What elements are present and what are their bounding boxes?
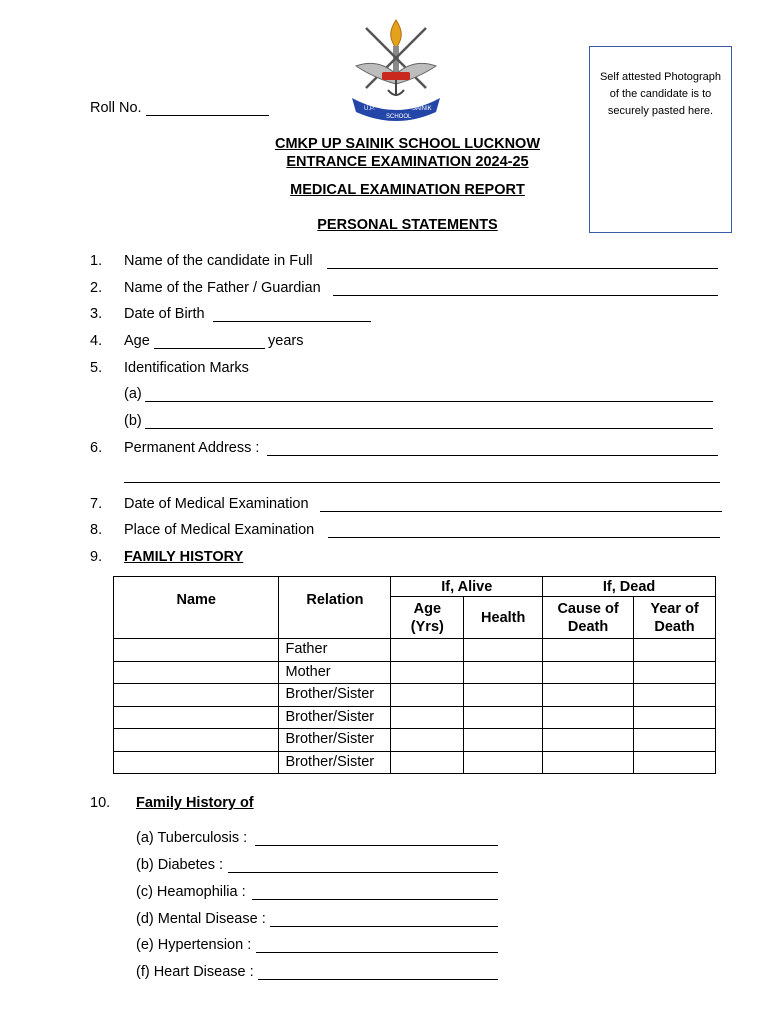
table-cell-year[interactable] xyxy=(634,706,716,729)
family-history-table xyxy=(113,576,716,774)
table-cell-age[interactable] xyxy=(391,729,464,752)
table-cell-health[interactable] xyxy=(464,684,543,707)
identification-mark-a-label: (a) xyxy=(124,386,142,402)
diabetes-label: (b) Diabetes : xyxy=(136,857,224,873)
age-label: Age xyxy=(124,333,150,349)
table-cell-cause[interactable] xyxy=(543,661,634,684)
table-header-dead: If, Dead xyxy=(543,577,716,597)
table-header-year: Year of Death xyxy=(634,597,716,639)
table-cell-name[interactable] xyxy=(114,729,279,752)
tuberculosis-label: (a) Tuberculosis : xyxy=(136,830,248,846)
table-cell-name[interactable] xyxy=(114,639,279,662)
medical-exam-date-field[interactable] xyxy=(320,511,722,512)
candidate-name-label: Name of the candidate in Full xyxy=(124,253,313,269)
table-header-health: Health xyxy=(464,597,543,639)
table-cell-year[interactable] xyxy=(634,639,716,662)
age-unit-label: years xyxy=(268,333,304,349)
table-cell-relation: Brother/Sister xyxy=(279,684,391,707)
hypertension-field[interactable] xyxy=(256,952,498,953)
field-number: 7. xyxy=(90,496,103,512)
family-history-heading: FAMILY HISTORY xyxy=(124,549,244,565)
heart-disease-field[interactable] xyxy=(258,979,498,980)
table-cell-age[interactable] xyxy=(391,639,464,662)
table-cell-cause[interactable] xyxy=(543,639,634,662)
table-header-cause: Cause of Death xyxy=(543,597,634,639)
field-number: 9. xyxy=(90,549,103,565)
table-cell-relation: Brother/Sister xyxy=(279,729,391,752)
table-cell-name[interactable] xyxy=(114,706,279,729)
field-number: 5. xyxy=(90,360,103,376)
field-number: 2. xyxy=(90,280,103,296)
table-cell-health[interactable] xyxy=(464,729,543,752)
table-cell-cause[interactable] xyxy=(543,729,634,752)
table-cell-age[interactable] xyxy=(391,751,464,774)
table-row xyxy=(114,729,716,752)
mental-disease-label: (d) Mental Disease : xyxy=(136,911,266,927)
table-header-age: Age (Yrs) xyxy=(391,597,464,639)
medical-exam-date-label: Date of Medical Examination xyxy=(124,496,309,512)
roll-number-field[interactable] xyxy=(146,115,269,116)
table-cell-relation: Mother xyxy=(279,661,391,684)
tuberculosis-field[interactable] xyxy=(255,845,498,846)
medical-exam-place-field[interactable] xyxy=(328,537,720,538)
field-number: 10. xyxy=(90,795,111,811)
age-field[interactable] xyxy=(154,348,265,349)
family-history-of-heading: Family History of xyxy=(136,795,254,811)
table-header-relation: Relation xyxy=(279,577,391,639)
mental-disease-field[interactable] xyxy=(270,926,498,927)
emblem-text-bottom: SCHOOL xyxy=(386,114,412,120)
table-cell-year[interactable] xyxy=(634,684,716,707)
diabetes-field[interactable] xyxy=(228,872,498,873)
field-number: 4. xyxy=(90,333,103,349)
father-name-label: Name of the Father / Guardian xyxy=(124,280,321,296)
identification-mark-a-field[interactable] xyxy=(145,401,713,402)
table-row xyxy=(114,661,716,684)
table-cell-cause[interactable] xyxy=(543,706,634,729)
table-cell-age[interactable] xyxy=(391,661,464,684)
table-cell-year[interactable] xyxy=(634,661,716,684)
heamophilia-label: (c) Heamophilia : xyxy=(136,884,246,900)
photograph-box-text: Self attested Photograph of the candidate is to securely pasted here. xyxy=(599,71,722,117)
date-of-birth-field[interactable] xyxy=(213,321,371,322)
table-cell-health[interactable] xyxy=(464,706,543,729)
candidate-name-field[interactable] xyxy=(327,268,718,269)
table-cell-relation: Father xyxy=(279,639,391,662)
table-cell-year[interactable] xyxy=(634,751,716,774)
table-cell-health[interactable] xyxy=(464,639,543,662)
table-cell-name[interactable] xyxy=(114,751,279,774)
field-number: 8. xyxy=(90,522,103,538)
heamophilia-field[interactable] xyxy=(252,899,498,900)
table-cell-name[interactable] xyxy=(114,661,279,684)
table-row xyxy=(114,706,716,729)
section-title: PERSONAL STATEMENTS xyxy=(317,217,498,233)
school-emblem-logo xyxy=(348,18,444,126)
date-of-birth-label: Date of Birth xyxy=(124,306,205,322)
permanent-address-label: Permanent Address : xyxy=(124,440,260,456)
table-cell-year[interactable] xyxy=(634,729,716,752)
exam-title: ENTRANCE EXAMINATION 2024-25 xyxy=(286,154,529,170)
hypertension-label: (e) Hypertension : xyxy=(136,937,252,953)
table-header-alive: If, Alive xyxy=(391,577,543,597)
table-cell-age[interactable] xyxy=(391,706,464,729)
identification-mark-b-field[interactable] xyxy=(145,428,713,429)
identification-mark-b-label: (b) xyxy=(124,413,142,429)
table-row xyxy=(114,639,716,662)
table-row xyxy=(114,751,716,774)
field-number: 6. xyxy=(90,440,103,456)
table-row xyxy=(114,684,716,707)
field-number: 1. xyxy=(90,253,103,269)
table-cell-name[interactable] xyxy=(114,684,279,707)
table-cell-relation: Brother/Sister xyxy=(279,706,391,729)
field-number: 3. xyxy=(90,306,103,322)
report-title: MEDICAL EXAMINATION REPORT xyxy=(290,182,525,198)
table-cell-age[interactable] xyxy=(391,684,464,707)
permanent-address-field[interactable] xyxy=(267,455,718,456)
father-name-field[interactable] xyxy=(333,295,718,296)
table-cell-health[interactable] xyxy=(464,751,543,774)
table-header-name: Name xyxy=(114,577,279,639)
heart-disease-label: (f) Heart Disease : xyxy=(136,964,254,980)
table-cell-relation: Brother/Sister xyxy=(279,751,391,774)
identification-marks-label: Identification Marks xyxy=(124,360,249,376)
table-cell-cause[interactable] xyxy=(543,751,634,774)
permanent-address-field-line2[interactable] xyxy=(124,482,720,483)
table-cell-health[interactable] xyxy=(464,661,543,684)
roll-number-label: Roll No. xyxy=(90,100,142,116)
table-cell-cause[interactable] xyxy=(543,684,634,707)
emblem-text-right: SAINIK xyxy=(412,106,432,112)
emblem-text-left: U.P. xyxy=(364,106,375,112)
school-title: CMKP UP SAINIK SCHOOL LUCKNOW xyxy=(274,136,541,152)
medical-exam-place-label: Place of Medical Examination xyxy=(124,522,315,538)
